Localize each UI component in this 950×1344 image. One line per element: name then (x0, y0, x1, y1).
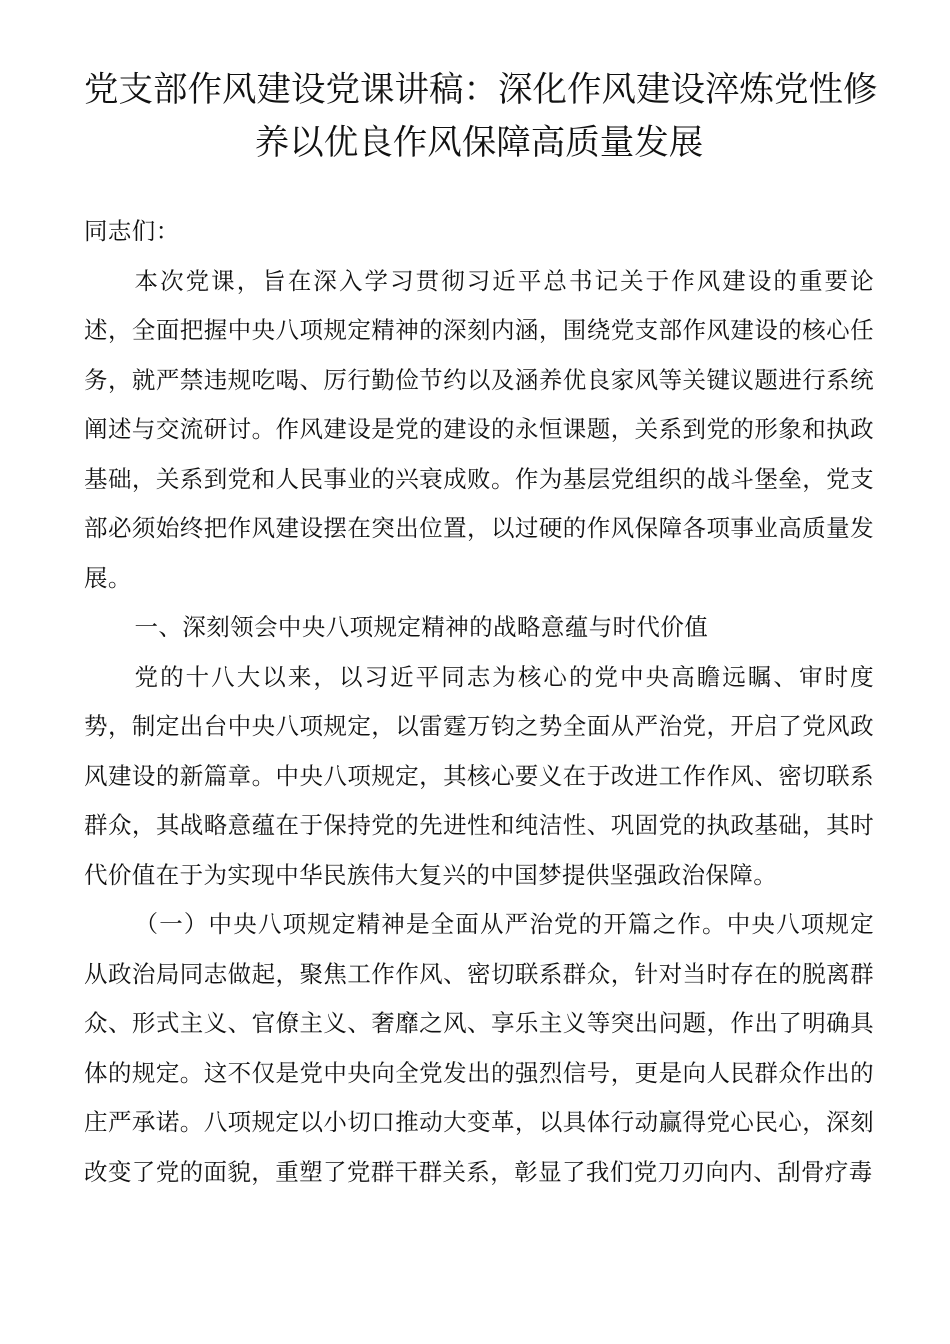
title-line-2: 养以优良作风保障高质量发展 (254, 123, 704, 163)
section-heading-1: 一、深刻领会中央八项规定精神的战略意蕴与时代价值 (134, 613, 709, 641)
section-paragraph-1: 党的十八大以来，以习近平同志为核心的党中央高瞻远瞩、审时度势，制定出台中央八项规定，以雷霆万钧之势全面从严治党，开启了党风政风建设的新篇章。中央八项规定，其核心要义在于改进工作作风、密切联系群众，其战略意蕴在于保持党的先进性和纯洁性、巩固党的执政基础，其时代价值在于为实现中华民族伟大复兴的中国梦提供坚强政治保障。 (84, 662, 874, 889)
salutation: 同志们： (84, 217, 180, 245)
title-line-1: 党支部作风建设党课讲稿：深化作风建设淬炼党性修 (84, 70, 878, 110)
intro-paragraph: 本次党课，旨在深入学习贯彻习近平总书记关于作风建设的重要论述，全面把握中央八项规定精神的深刻内涵，围绕党支部作风建设的核心任务，就严禁违规吃喝、厉行勤俭节约以及涵养优良家风等关键议题进行系统阐述与交流研讨。作风建设是党的建设的永恒课题，关系到党的形象和执政基础，关系到党和人民事业的兴衰成败。作为基层党组织的战斗堡垒，党支部必须始终把作风建设摆在突出位置，以过硬的作风保障各项事业高质量发展。 (84, 266, 874, 592)
document-body (84, 207, 874, 1197)
document-title (84, 64, 878, 170)
subsection-paragraph-1: （一）中央八项规定精神是全面从严治党的开篇之作。中央八项规定从政治局同志做起，聚焦工作作风、密切联系群众，针对当时存在的脱离群众、形式主义、官僚主义、奢靡之风、享乐主义等突出问题，作出了明确具体的规定。这不仅是党中央向全党发出的强烈信号，更是向人民群众作出的庄严承诺。八项规定以小切口推动大变革，以具体行动赢得党心民心，深刻改变了党的面貌，重塑了党群干群关系，彰显了我们党刀刃向内、刮骨疗毒 (84, 910, 874, 1186)
